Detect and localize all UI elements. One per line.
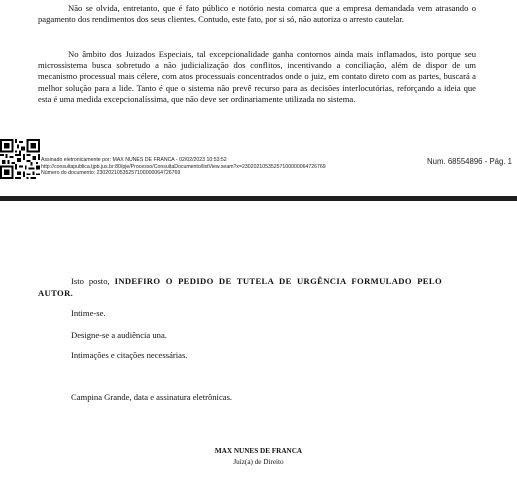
- decision-ruling: INDEFIRO O PEDIDO DE TUTELA DE URGÊNCIA FORMULADO PELO AUTOR: [38, 276, 442, 298]
- qr-code-icon: [0, 139, 40, 179]
- decision-end: .: [70, 287, 74, 298]
- signed-by-line: Assinado eletronicamente por: MAX NUNES DE FRANCA - 02/02/2023 10:53:52: [41, 157, 227, 163]
- page-number: Num. 68554896 - Pág. 1: [427, 157, 512, 166]
- signature-bar: [0, 139, 517, 183]
- document-page-1: [0, 0, 517, 196]
- decision-intro: Isto posto,: [71, 276, 115, 286]
- signer-name: MAX NUNES DE FRANCA: [214, 447, 303, 455]
- document-number-line: Número do documento: 23020210535257100000064726769: [41, 170, 181, 177]
- document-page-2: [0, 201, 517, 493]
- decision-paragraph: [38, 276, 442, 299]
- paragraph-juizados: No âmbito dos Juizados Especiais, tal excepcionalidade ganha contornos ainda mais inflamados, isto porque seu microssistema busca sobretudo a não judicialização dos conflitos, incentivando a conciliação, além de dispor de um mecanismo processual mais célere, com atos processuais concentrados onde o juiz, em contato direto com as partes, buscará a melhor solução para a lide. Tanto é que o sistema não prevê recurso para as decisões interlocutórias, reforçando a ideia que esta é uma medida excepcionalíssima, que não deve ser ordinariamente utilizada no sistema.: [38, 49, 476, 104]
- verification-link[interactable]: http://consultapublica.tjpb.jus.br:80/pje/Processo/ConsultaDocumento/listView.seam?x=23020210535257100000064726769: [41, 163, 326, 170]
- signer-role: Juiz(a) de Direito: [233, 458, 284, 466]
- intime-line: Intime-se.: [71, 308, 106, 318]
- signature-details: [41, 157, 326, 177]
- audiencia-line: Designe-se a audiência una.: [71, 330, 167, 340]
- paragraph-arresto: Não se olvida, entretanto, que é fato público e notório nesta comarca que a empresa demandada vem atrasando o pagamento dos rendimentos dos seus clientes. Contudo, este fato, por si só, não autoriza o arresto cautelar.: [38, 3, 476, 25]
- intimacoes-line: Intimações e citações necessárias.: [71, 350, 188, 360]
- closing-line: Campina Grande, data e assinatura eletrônicas.: [71, 392, 233, 402]
